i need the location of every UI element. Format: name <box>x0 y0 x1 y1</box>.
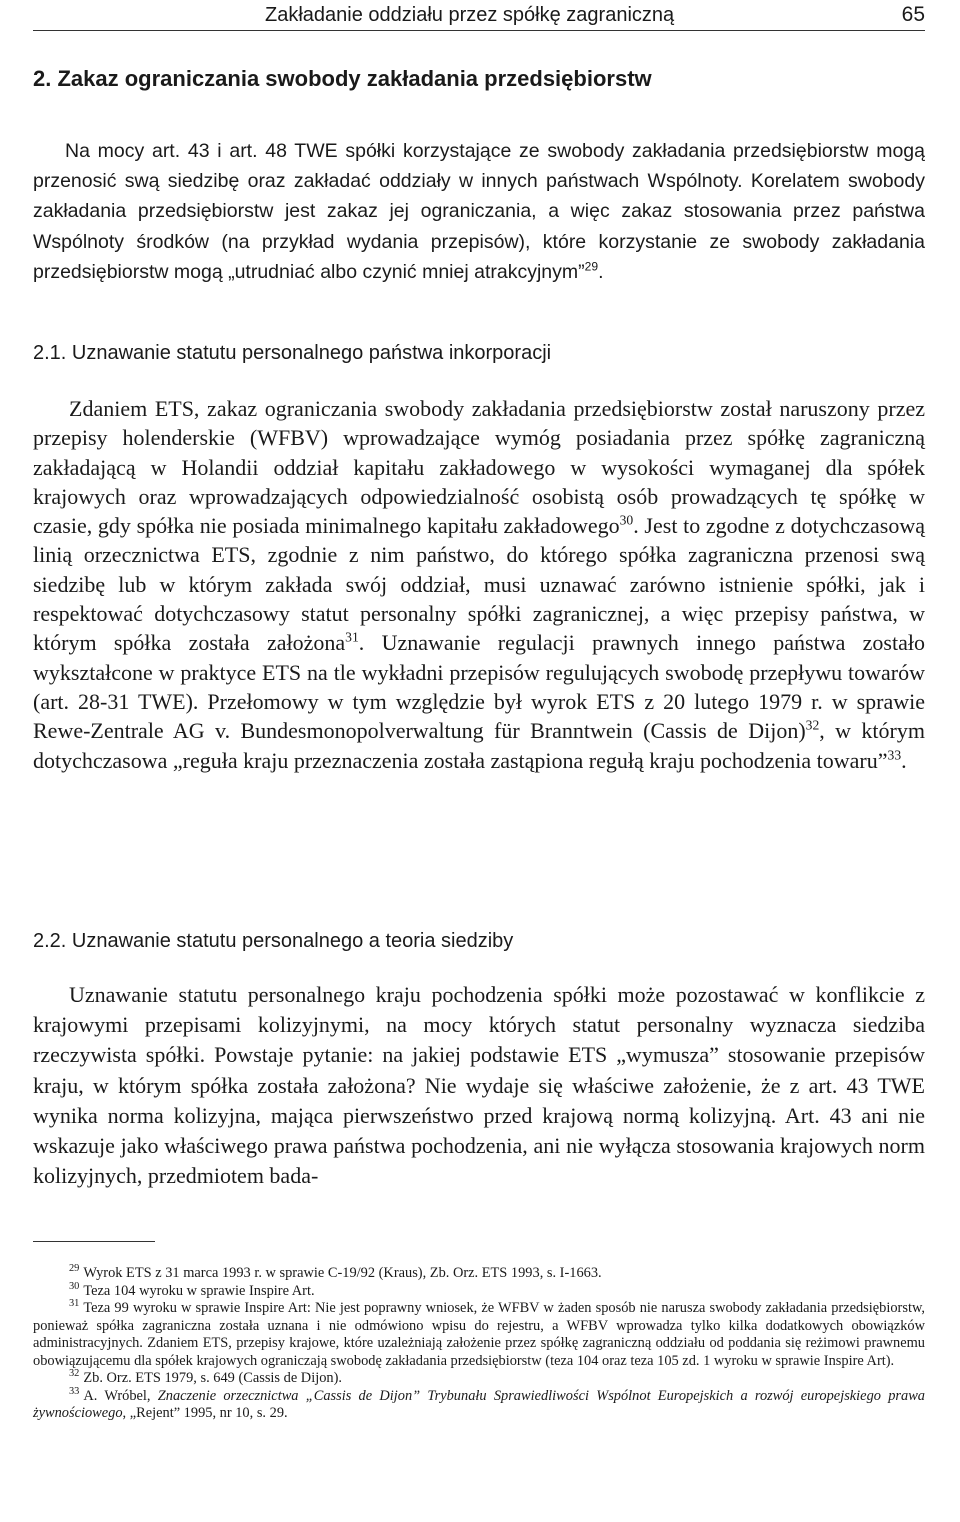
footnote-ref: 31 <box>345 630 359 646</box>
subsection-paragraph-2-1 <box>33 394 925 775</box>
paragraph-text: Na mocy art. 43 i art. 48 TWE spółki korzystające ze swobody zakładania przedsiębiorstw mogą przenosić swą siedzibę oraz zakładać oddziały w innych państwach Wspólnoty. Korelatem swobody zakładania przedsiębiorstw jest zakaz jej ograniczania, a więc zakaz stosowania przez państwa Wspólnoty środków (na przykład wydania przepisów), które korzystanie ze swobody zakładania przedsiębiorstw mogą „utrudniać albo czynić mniej atrakcyjnym” <box>33 140 925 283</box>
running-title: Zakładanie oddziału przez spółkę zagraniczną <box>265 4 675 26</box>
footnote-32 <box>33 1370 925 1388</box>
paragraph-text: . <box>901 747 907 773</box>
section-paragraph <box>33 136 925 287</box>
footnote-ref: 30 <box>619 512 634 528</box>
footnote-ref: 32 <box>805 717 820 733</box>
paragraph-end: . <box>598 260 604 283</box>
footnote-author: A. Wróbel, <box>83 1387 158 1404</box>
footnote-number: 33 <box>69 1385 80 1397</box>
paragraph-text: , w którym dotychczasowa „reguła kraju przeznaczenia została zastąpiona regułą kraju pochodzenia towaru” <box>33 718 925 773</box>
footnote-cited-title: Znaczenie orzecznictwa „Cassis de Dijon” Trybunału Sprawiedliwości Wspólnot Europejskich a rozwój europejskiego prawa żywnościowego <box>33 1387 925 1421</box>
paragraph-text: . Uznawanie regulacji prawnych innego państwa zostało wykształcone w praktyce ETS na tle wykładni przepisów regulujących swobodę przepływu towarów (art. 28-31 TWE). Przełomowy w tym względzie był wyrok ETS z 20 lutego 1979 r. w sprawie Rewe-Zentrale AG v. Bundesmonopolverwaltung für Branntwein (Cassis de Dijon) <box>33 630 925 744</box>
footnote-number: 29 <box>69 1263 80 1275</box>
subsection-heading-2-1: 2.1. Uznawanie statutu personalnego państwa inkorporacji <box>33 342 552 364</box>
footnote-text: Teza 104 wyroku w sprawie Inspire Art. <box>83 1282 315 1299</box>
footnote-29 <box>33 1265 925 1283</box>
footnote-text: , „Rejent” 1995, nr 10, s. 29. <box>122 1405 288 1421</box>
paragraph-text: Zdaniem ETS, zakaz ograniczania swobody zakładania przedsiębiorstw został naruszony przez przepisy holenderskie (WFBV) wprowadzające wymóg posiadania przez spółkę zagraniczną zakładającą w Holandii oddział kapitału zakładowego w wysokości wymaganej dla spółek krajowych oraz wprowadzających odpowiedzialność osobistą osób prowadzących tę spółkę w czasie, gdy spółka nie posiada minimalnego kapitału zakładowego <box>33 396 925 539</box>
footnote-number: 30 <box>69 1280 80 1292</box>
paragraph-text: . Jest to zgodne z dotychczasową linią orzecznictwa ETS, zgodnie z nim państwo, do którego spółka zagraniczna przenosi swą siedzibę lub w którym zakłada swój oddział, musi uznawać zarówno istnienie spółki, jak i respektować dotychczasowy statut personalny spółki zagranicznej, a więc przepisy państwa, w którym spółka została założona <box>33 513 925 656</box>
footnote-number: 31 <box>69 1298 80 1310</box>
footnote-33 <box>33 1385 925 1423</box>
footnote-text: Wyrok ETS z 31 marca 1993 r. w sprawie C-19/92 (Kraus), Zb. Orz. ETS 1993, s. I-1663. <box>83 1265 602 1281</box>
subsection-heading-2-2: 2.2. Uznawanie statutu personalnego a teoria siedziby <box>33 930 514 952</box>
running-header <box>33 4 925 31</box>
footnote-ref: 33 <box>887 747 902 763</box>
footnote-30 <box>33 1280 925 1301</box>
footnote-text: Zb. Orz. ETS 1979, s. 649 (Cassis de Dijon). <box>83 1370 342 1386</box>
footnotes <box>33 1265 925 1423</box>
footnote-31 <box>33 1300 925 1370</box>
footnote-text: Teza 99 wyroku w sprawie Inspire Art: Nie jest poprawny wniosek, że WFBV w żaden sposób nie narusza swobody zakładania przedsiębiorstw, ponieważ spółka zagraniczna została uznana i nie odmówiono wpisu do rejestru, a WFBV wprowadza tylko kilka dodatkowych obowiązków administracyjnych. Zdaniem ETS, przepisy krajowe, które uzależniają założenie przez spółkę zagraniczną oddziału od poddania się reżimowi prawnemu obowiązującemu dla spółek krajowych ograniczają swobodę zakładania przedsiębiorstw (teza 104 oraz teza 105 zd. 1 wyroku w sprawie Inspire Art). <box>33 1300 925 1369</box>
subsection-paragraph-2-2: Uznawanie statutu personalnego kraju pochodzenia spółki może pozostawać w konflikcie z krajowymi przepisami kolizyjnymi, na mocy których statut personalny wyznacza siedziba rzeczywista spółki. Powstaje pytanie: na jakiej podstawie ETS „wymusza” stosowanie przepisów kraju, w którym spółka została założona? Nie wydaje się właściwe założenie, że z art. 43 TWE wynika norma kolizyjna, mająca pierwszeństwo przed krajową normą kolizyjną. Art. 43 ani nie wskazuje jako właściwego prawa państwa pochodzenia, ani nie wyłącza stosowania krajowych norm kolizyjnych, przedmiotem bada- <box>33 982 925 1189</box>
footnote-divider <box>33 1241 155 1242</box>
page-number: 65 <box>901 3 925 26</box>
section-heading: 2. Zakaz ograniczania swobody zakładania przedsiębiorstw <box>33 66 652 91</box>
footnote-ref: 29 <box>584 259 599 274</box>
footnote-number: 32 <box>69 1368 80 1380</box>
